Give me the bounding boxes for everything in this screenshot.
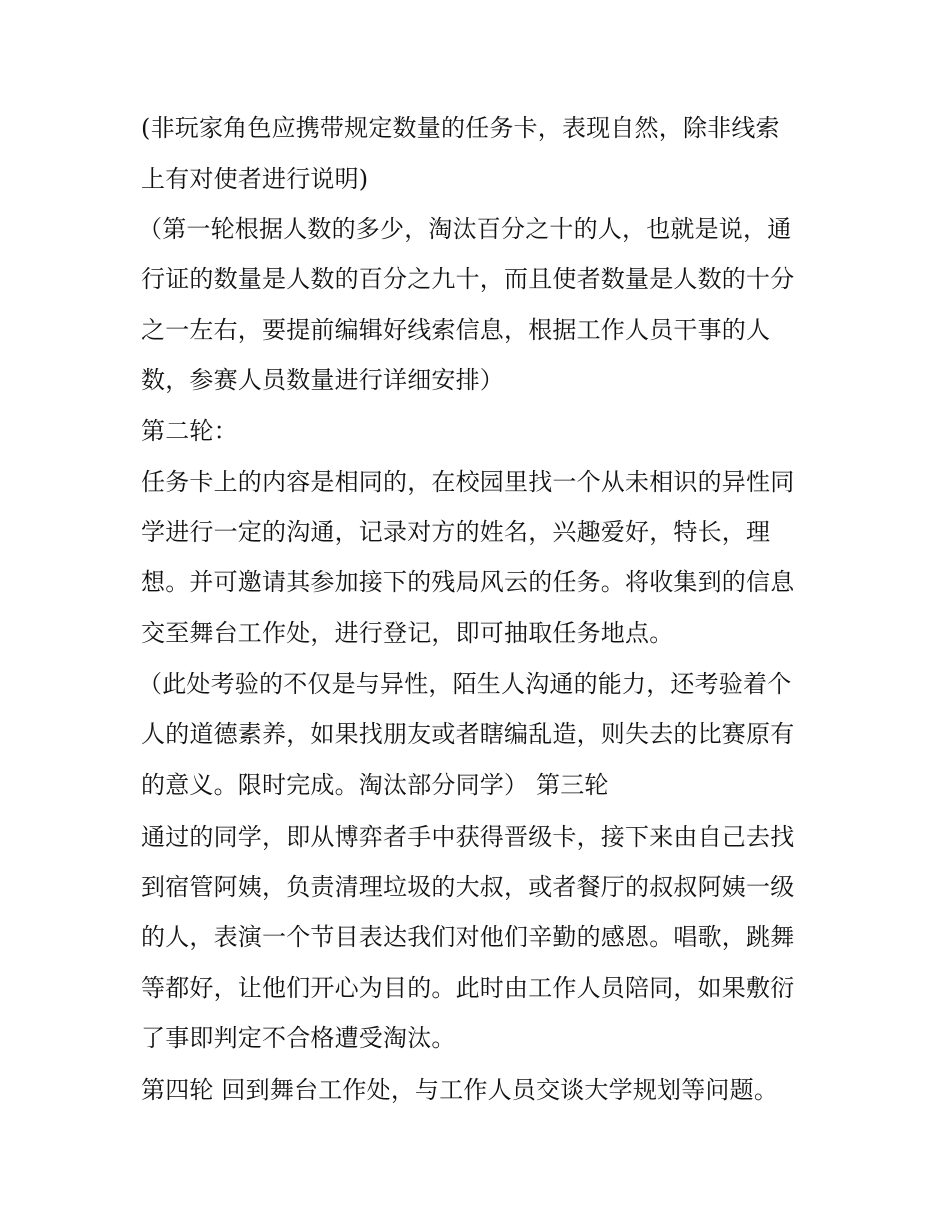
text-line: 之一左右，要提前编辑好线索信息，根据工作人员干事的人 bbox=[141, 316, 771, 344]
text-line: （第一轮根据人数的多少，淘汰百分之十的人，也就是说，通 bbox=[138, 215, 792, 243]
section-heading: 第二轮： bbox=[141, 417, 238, 445]
text-line: 想。并可邀请其参加接下的残局风云的任务。将收集到的信息 bbox=[141, 568, 795, 596]
text-line: 的人，表演一个节目表达我们对他们辛勤的感恩。唱歌，跳舞 bbox=[141, 923, 795, 951]
text-line: 上有对使者进行说明) bbox=[141, 165, 369, 193]
text-line: 的意义。限时完成。淘汰部分同学） 第三轮 bbox=[141, 771, 609, 799]
text-line: (非玩家角色应携带规定数量的任务卡，表现自然，除非线索 bbox=[141, 114, 780, 142]
text-line: 人的道德素养，如果找朋友或者瞎编乱造，则失去的比赛原有 bbox=[141, 720, 795, 748]
text-line: （此处考验的不仅是与异性，陌生人沟通的能力，还考验着个 bbox=[138, 670, 792, 698]
text-line: 到宿管阿姨，负责清理垃圾的大叔，或者餐厅的叔叔阿姨一级 bbox=[141, 873, 795, 901]
text-line: 任务卡上的内容是相同的，在校园里找一个从未相识的异性同 bbox=[141, 468, 795, 496]
text-line: 等都好，让他们开心为目的。此时由工作人员陪同，如果敷衍 bbox=[141, 974, 795, 1002]
text-line: 学进行一定的沟通，记录对方的姓名，兴趣爱好，特长，理 bbox=[141, 518, 771, 546]
text-line: 行证的数量是人数的百分之九十，而且使者数量是人数的十分 bbox=[141, 265, 795, 293]
text-line: 交至舞台工作处，进行登记，即可抽取任务地点。 bbox=[141, 619, 674, 647]
text-line: 了事即判定不合格遭受淘汰。 bbox=[141, 1024, 456, 1052]
text-line: 通过的同学，即从博弈者手中获得晋级卡，接下来由自己去找 bbox=[141, 823, 795, 851]
text-line: 数，参赛人员数量进行详细安排） bbox=[141, 366, 504, 394]
text-line: 第四轮 回到舞台工作处，与工作人员交谈大学规划等问题。 bbox=[141, 1076, 779, 1104]
